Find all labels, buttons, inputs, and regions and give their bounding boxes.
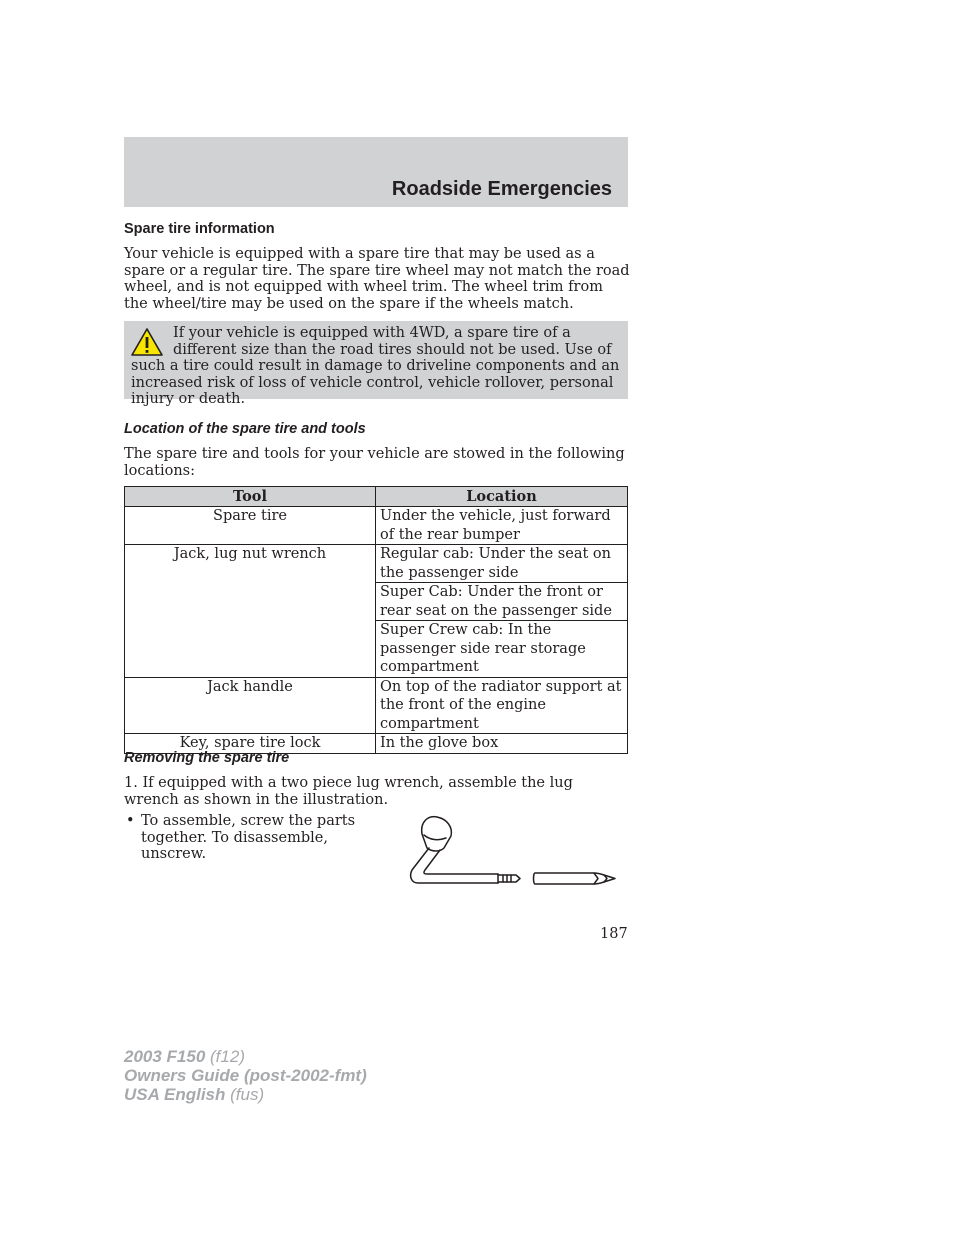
bullet-item <box>124 813 364 863</box>
removing-step-1: 1. If equipped with a two piece lug wrench, assemble the lug wrench as shown in the illustration. <box>124 775 573 808</box>
page-title: Roadside Emergencies <box>391 178 612 200</box>
footer-line-3: USA English (fus) <box>124 1085 265 1104</box>
table-header-row <box>125 487 628 507</box>
warning-box <box>124 321 628 407</box>
tool-cell: Key, spare tire lock <box>125 734 376 754</box>
bullet-text: To assemble, screw the parts together. To disassemble, unscrew. <box>141 813 356 862</box>
spare-info-heading: Spare tire information <box>124 221 275 237</box>
location-intro: The spare tire and tools for your vehicle are stowed in the following locations: <box>124 446 625 479</box>
bullet-dot: • <box>126 813 135 829</box>
column-header-location: Location <box>376 487 628 507</box>
table-row <box>125 677 628 734</box>
spare-info-body: Your vehicle is equipped with a spare tire that may be used as a spare or a regular tire. The spare tire wheel may not match the road wheel, and is not equipped with wheel trim. The wheel trim from the wheel/tire may be used on the spare if the wheels match. <box>124 246 630 312</box>
location-cell: On top of the radiator support at the front of the engine compartment <box>376 677 628 734</box>
location-heading: Location of the spare tire and tools <box>124 421 366 437</box>
location-cell: In the glove box <box>376 734 628 754</box>
tool-cell: Jack, lug nut wrench <box>125 545 376 678</box>
location-cell: Under the vehicle, just forward of the rear bumper <box>376 507 628 545</box>
warning-text: If your vehicle is equipped with 4WD, a spare tire of a different size than the road tires should not be used. Use of such a tire could result in damage to driveline components and an increased risk of loss of vehicle control, vehicle rollover, personal injury or death. <box>131 325 620 407</box>
footer-line-1: 2003 F150 (f12) <box>124 1047 245 1066</box>
column-header-tool: Tool <box>125 487 376 507</box>
footer-line-2: Owners Guide (post-2002-fmt) <box>124 1066 367 1085</box>
table-row <box>125 545 628 583</box>
table-row <box>125 507 628 545</box>
page-number: 187 <box>600 926 628 942</box>
location-cell: Super Cab: Under the front or rear seat on the passenger side <box>376 583 628 621</box>
tool-cell: Spare tire <box>125 507 376 545</box>
location-cell: Regular cab: Under the seat on the passenger side <box>376 545 628 583</box>
header-band <box>124 137 628 207</box>
tool-cell: Jack handle <box>125 677 376 734</box>
location-cell: Super Crew cab: In the passenger side rear storage compartment <box>376 621 628 678</box>
footer <box>124 1047 367 1104</box>
removing-heading: Removing the spare tire <box>124 750 290 766</box>
tools-table <box>124 486 628 754</box>
lug-wrench-illustration <box>404 812 624 892</box>
